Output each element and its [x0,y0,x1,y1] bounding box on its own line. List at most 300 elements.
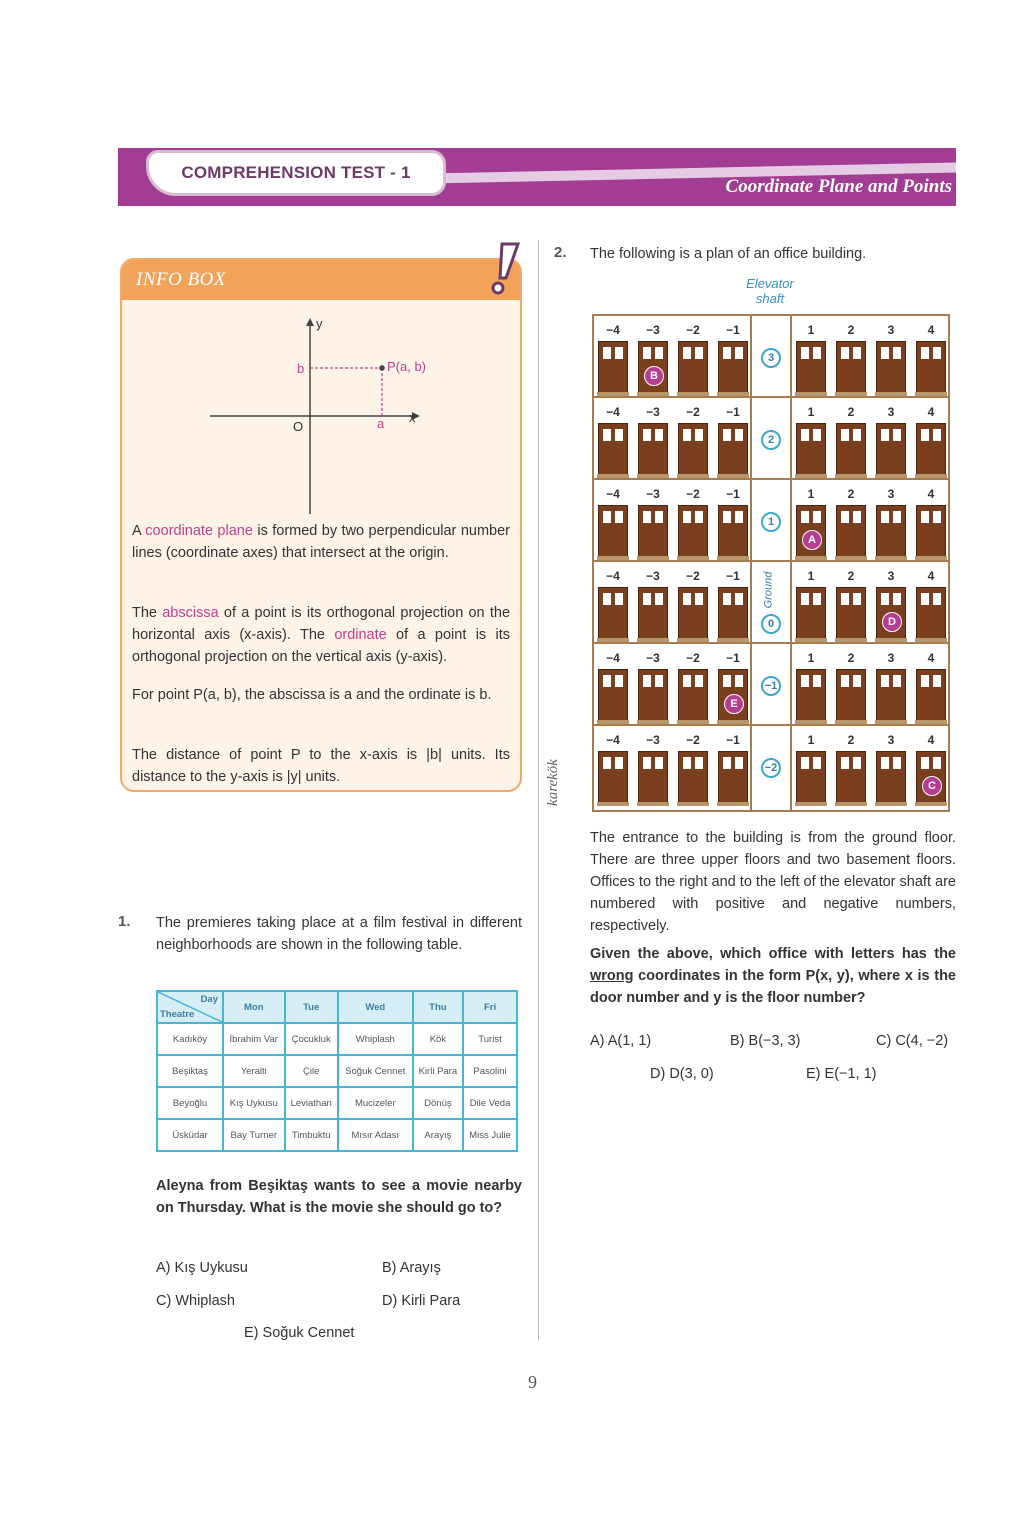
door-step [835,474,867,478]
door-window [643,347,651,359]
door-step [915,474,947,478]
film-cell: Leviathan [285,1087,338,1119]
door-step [717,556,749,560]
door-number: −1 [726,569,740,583]
office-door [678,505,708,557]
table-corner-cell [157,991,223,1023]
office-door [678,669,708,721]
door-window [735,757,743,769]
office-door [916,669,946,721]
door-number: −2 [686,651,700,665]
door-number: 1 [807,323,815,337]
door-step [597,720,629,724]
door-window [723,511,731,523]
text-run: coordinates in the form P(x, y), where x is the door number and y is the floor number? [590,968,956,1006]
door-window [933,511,941,523]
film-cell: Bay Turner [223,1119,285,1151]
floor-number: 0 [761,614,781,634]
corner-day-label: Day [200,994,218,1005]
office-door [836,505,866,557]
office-door [678,341,708,393]
door-window [841,511,849,523]
door-window [881,511,889,523]
door-window [841,757,849,769]
table-row [157,1087,517,1119]
q2-number: 2. [554,244,567,261]
floor-number: −2 [761,758,781,778]
door-window [695,347,703,359]
door-window [603,511,611,523]
door-window [723,593,731,605]
office-door [796,341,826,393]
door-step [637,556,669,560]
door-number: −4 [606,487,620,501]
text-run: A [132,523,146,539]
q1-option-d[interactable]: D) Kirli Para [382,1293,461,1309]
door-step [717,474,749,478]
door-window [695,511,703,523]
header-day-wed: Wed [338,991,413,1023]
door-number: −2 [686,405,700,419]
office-door [598,423,628,475]
door-window [893,347,901,359]
door-step [835,720,867,724]
door-window [801,757,809,769]
office-door [796,423,826,475]
info-paragraph-4: The distance of point P to the x-axis is |b| units. Its distance to the y-axis is |y| units. [132,747,510,785]
b-label: b [297,361,305,376]
door-window [683,593,691,605]
table-header-row [157,991,517,1023]
door-step [875,474,907,478]
film-cell: Çocukluk [285,1023,338,1055]
theatre-cell: Beşiktaş [157,1055,223,1087]
door-step [835,638,867,642]
door-window [881,429,889,441]
door-window [853,429,861,441]
door-step [915,720,947,724]
floor-number: 2 [761,430,781,450]
door-step [717,392,749,396]
door-window [655,347,663,359]
office-letter-marker: D [882,612,902,632]
door-window [933,757,941,769]
q1-option-a[interactable]: A) Kış Uykusu [156,1260,248,1276]
door-window [921,429,929,441]
info-box-title: INFO BOX [136,269,227,290]
door-step [795,556,827,560]
door-window [723,347,731,359]
door-window [933,593,941,605]
film-cell: Dile Veda [463,1087,517,1119]
office-door [836,423,866,475]
office-door [916,423,946,475]
door-step [597,474,629,478]
q1-text: The premieres taking place at a film festival in different neighborhoods are shown in the following table. [156,915,522,953]
office-door [916,505,946,557]
office-letter-marker: A [802,530,822,550]
door-step [875,638,907,642]
office-door [916,341,946,393]
door-number: −1 [726,323,740,337]
door-step [915,392,947,396]
office-door [638,423,668,475]
door-number: 4 [927,569,935,583]
coordinate-diagram [200,312,430,517]
q2-option-a[interactable]: A) A(1, 1) [590,1033,652,1049]
door-number: −4 [606,733,620,747]
door-window [655,675,663,687]
q1-number: 1. [118,913,131,930]
door-step [915,556,947,560]
door-window [813,511,821,523]
door-window [615,511,623,523]
door-window [655,511,663,523]
office-letter-marker: C [922,776,942,796]
door-window [841,675,849,687]
door-window [643,593,651,605]
door-number: 2 [847,323,855,337]
office-door [718,423,748,475]
door-window [643,511,651,523]
header-day-fri: Fri [463,991,517,1023]
door-step [637,392,669,396]
door-window [695,593,703,605]
door-window [801,593,809,605]
building-floor [594,480,948,562]
office-door [876,341,906,393]
table-row [157,1055,517,1087]
door-window [603,757,611,769]
floor-number: 3 [761,348,781,368]
door-window [683,757,691,769]
office-door [916,587,946,639]
door-window [921,593,929,605]
door-window [933,675,941,687]
door-number: 3 [887,405,895,419]
door-step [677,802,709,806]
door-step [795,802,827,806]
door-step [835,556,867,560]
origin-label: O [293,419,304,434]
building-floor [594,398,948,480]
office-door [718,587,748,639]
building-floor [594,562,948,644]
office-door [718,505,748,557]
q2-option-b[interactable]: B) B(−3, 3) [730,1033,801,1049]
door-window [723,429,731,441]
door-number: 3 [887,733,895,747]
door-number: 1 [807,651,815,665]
q2-option-c[interactable]: C) C(4, −2) [876,1033,949,1049]
door-window [881,675,889,687]
test-label: COMPREHENSION TEST - 1 [181,163,411,182]
door-window [853,347,861,359]
office-door [836,669,866,721]
film-cell: Yeralti [223,1055,285,1087]
film-cell: Pasolini [463,1055,517,1087]
door-window [853,675,861,687]
office-door [718,341,748,393]
door-number: −1 [726,651,740,665]
header-day-mon: Mon [223,991,285,1023]
door-step [717,802,749,806]
elevator-shaft-label [730,276,810,306]
office-door [796,587,826,639]
test-label-box [146,150,446,196]
term-coordinate-plane: coordinate plane [145,523,253,539]
office-door [876,669,906,721]
text-run: of a point is its orthogonal projection on the vertical axis (y-axis). [132,627,511,665]
film-cell: Timbuktu [285,1119,338,1151]
door-number: −3 [646,487,660,501]
door-number: 1 [807,405,815,419]
q2-text: The following is a plan of an office building. [590,246,867,262]
film-table [156,990,518,1152]
film-cell: Arayış [413,1119,463,1151]
door-window [841,429,849,441]
q2-question [590,943,956,1009]
door-window [801,675,809,687]
door-window [615,675,623,687]
film-cell: Mısır Adası [338,1119,413,1151]
door-step [875,392,907,396]
film-cell: Kirli Para [413,1055,463,1087]
side-label: karekök [543,755,564,810]
door-step [795,720,827,724]
office-letter-marker: E [724,694,744,714]
door-window [615,593,623,605]
office-door [678,587,708,639]
q2-option-d[interactable]: D) D(3, 0) [650,1066,714,1082]
door-number: −2 [686,733,700,747]
floor-number: 1 [761,512,781,532]
office-door [598,587,628,639]
door-window [643,757,651,769]
floor-number: −1 [761,676,781,696]
door-window [695,429,703,441]
door-window [643,675,651,687]
door-window [853,511,861,523]
office-door [718,751,748,803]
door-window [841,593,849,605]
door-window [603,347,611,359]
office-door [876,505,906,557]
door-window [603,593,611,605]
door-number: 3 [887,487,895,501]
door-step [637,638,669,642]
door-number: 4 [927,651,935,665]
term-abscissa: abscissa [162,605,219,621]
office-door [598,669,628,721]
door-window [643,429,651,441]
door-number: 4 [927,323,935,337]
elevator-label-line2: shaft [755,291,785,306]
door-number: −2 [686,323,700,337]
exclamation-icon [484,240,524,296]
office-door [836,587,866,639]
office-door [796,669,826,721]
door-step [597,802,629,806]
door-step [915,638,947,642]
door-window [853,593,861,605]
door-window [723,757,731,769]
door-window [921,675,929,687]
door-number: 3 [887,323,895,337]
film-cell: Miss Julie [463,1119,517,1151]
door-step [597,638,629,642]
door-number: −2 [686,569,700,583]
door-step [597,556,629,560]
film-cell: Kök [413,1023,463,1055]
door-window [813,593,821,605]
door-window [893,593,901,605]
info-paragraph-1 [132,520,510,564]
door-window [801,511,809,523]
door-window [893,511,901,523]
office-door [638,751,668,803]
door-window [893,675,901,687]
office-door [598,341,628,393]
door-number: 1 [807,733,815,747]
door-window [603,429,611,441]
page-number: 9 [528,1372,537,1392]
door-window [813,757,821,769]
door-window [921,347,929,359]
door-window [615,347,623,359]
door-number: 4 [927,405,935,419]
door-step [717,638,749,642]
film-cell: Dönüş [413,1087,463,1119]
door-number: −4 [606,569,620,583]
film-cell: İbrahim Var [223,1023,285,1055]
column-divider [538,240,539,1340]
door-step [875,556,907,560]
underlined-word: wrong [590,968,634,984]
office-door [876,423,906,475]
door-step [677,392,709,396]
theatre-cell: Kadıköy [157,1023,223,1055]
door-window [813,347,821,359]
door-number: 2 [847,651,855,665]
door-window [841,347,849,359]
film-cell: Mucizeler [338,1087,413,1119]
door-window [893,429,901,441]
door-number: 1 [807,569,815,583]
a-label: a [377,416,385,431]
table-row [157,1119,517,1151]
door-step [835,802,867,806]
door-window [893,757,901,769]
office-door [836,751,866,803]
door-number: −3 [646,651,660,665]
door-step [637,474,669,478]
door-window [655,593,663,605]
table-row [157,1023,517,1055]
door-step [875,720,907,724]
door-step [677,638,709,642]
building-floor [594,644,948,726]
door-number: −3 [646,569,660,583]
door-window [615,757,623,769]
office-door [598,751,628,803]
door-step [717,720,749,724]
q1-option-e[interactable]: E) Soğuk Cennet [244,1325,355,1341]
door-window [921,757,929,769]
door-window [683,347,691,359]
office-door [796,751,826,803]
q1-option-c[interactable]: C) Whiplash [156,1293,235,1309]
door-number: 2 [847,405,855,419]
door-window [881,593,889,605]
header-day-tue: Tue [285,991,338,1023]
door-number: −3 [646,733,660,747]
office-letter-marker: B [644,366,664,386]
door-window [695,675,703,687]
x-axis-label: x [409,410,416,425]
info-paragraph-2 [132,602,510,668]
door-step [637,802,669,806]
door-window [813,429,821,441]
text-run: is formed by two perpendicular number lines (coordinate axes) that intersect at the origin. [132,523,510,561]
theatre-cell: Beyoğlu [157,1087,223,1119]
door-window [723,675,731,687]
office-door [638,669,668,721]
door-step [677,720,709,724]
q1-option-b[interactable]: B) Arayış [382,1260,441,1276]
door-number: −1 [726,487,740,501]
door-window [735,429,743,441]
door-window [801,429,809,441]
door-window [735,675,743,687]
door-number: 3 [887,651,895,665]
building-floor [594,726,948,808]
door-number: −3 [646,405,660,419]
door-window [933,347,941,359]
theatre-cell: Üsküdar [157,1119,223,1151]
film-cell: Kış Uykusu [223,1087,285,1119]
door-number: 4 [927,733,935,747]
office-door [876,751,906,803]
door-window [683,429,691,441]
text-run: Given the above, which office with letters has the [590,946,956,962]
corner-theatre-label: Theatre [160,1009,195,1020]
term-ordinate: ordinate [334,627,387,643]
office-door [836,341,866,393]
elevator-label-line1: Elevator [746,276,794,291]
door-step [795,392,827,396]
door-step [677,556,709,560]
door-window [683,675,691,687]
y-axis-label: y [316,316,323,331]
door-window [881,347,889,359]
door-window [603,675,611,687]
door-number: 2 [847,487,855,501]
ground-floor-label: Ground [762,571,775,609]
topic-title: Coordinate Plane and Points [725,176,952,197]
door-window [735,511,743,523]
door-step [597,392,629,396]
q2-option-e[interactable]: E) E(−1, 1) [806,1066,877,1082]
door-step [795,474,827,478]
door-step [875,802,907,806]
door-window [615,429,623,441]
film-cell: Soğuk Cennet [338,1055,413,1087]
door-window [683,511,691,523]
door-window [735,593,743,605]
door-window [853,757,861,769]
film-cell: Çile [285,1055,338,1087]
